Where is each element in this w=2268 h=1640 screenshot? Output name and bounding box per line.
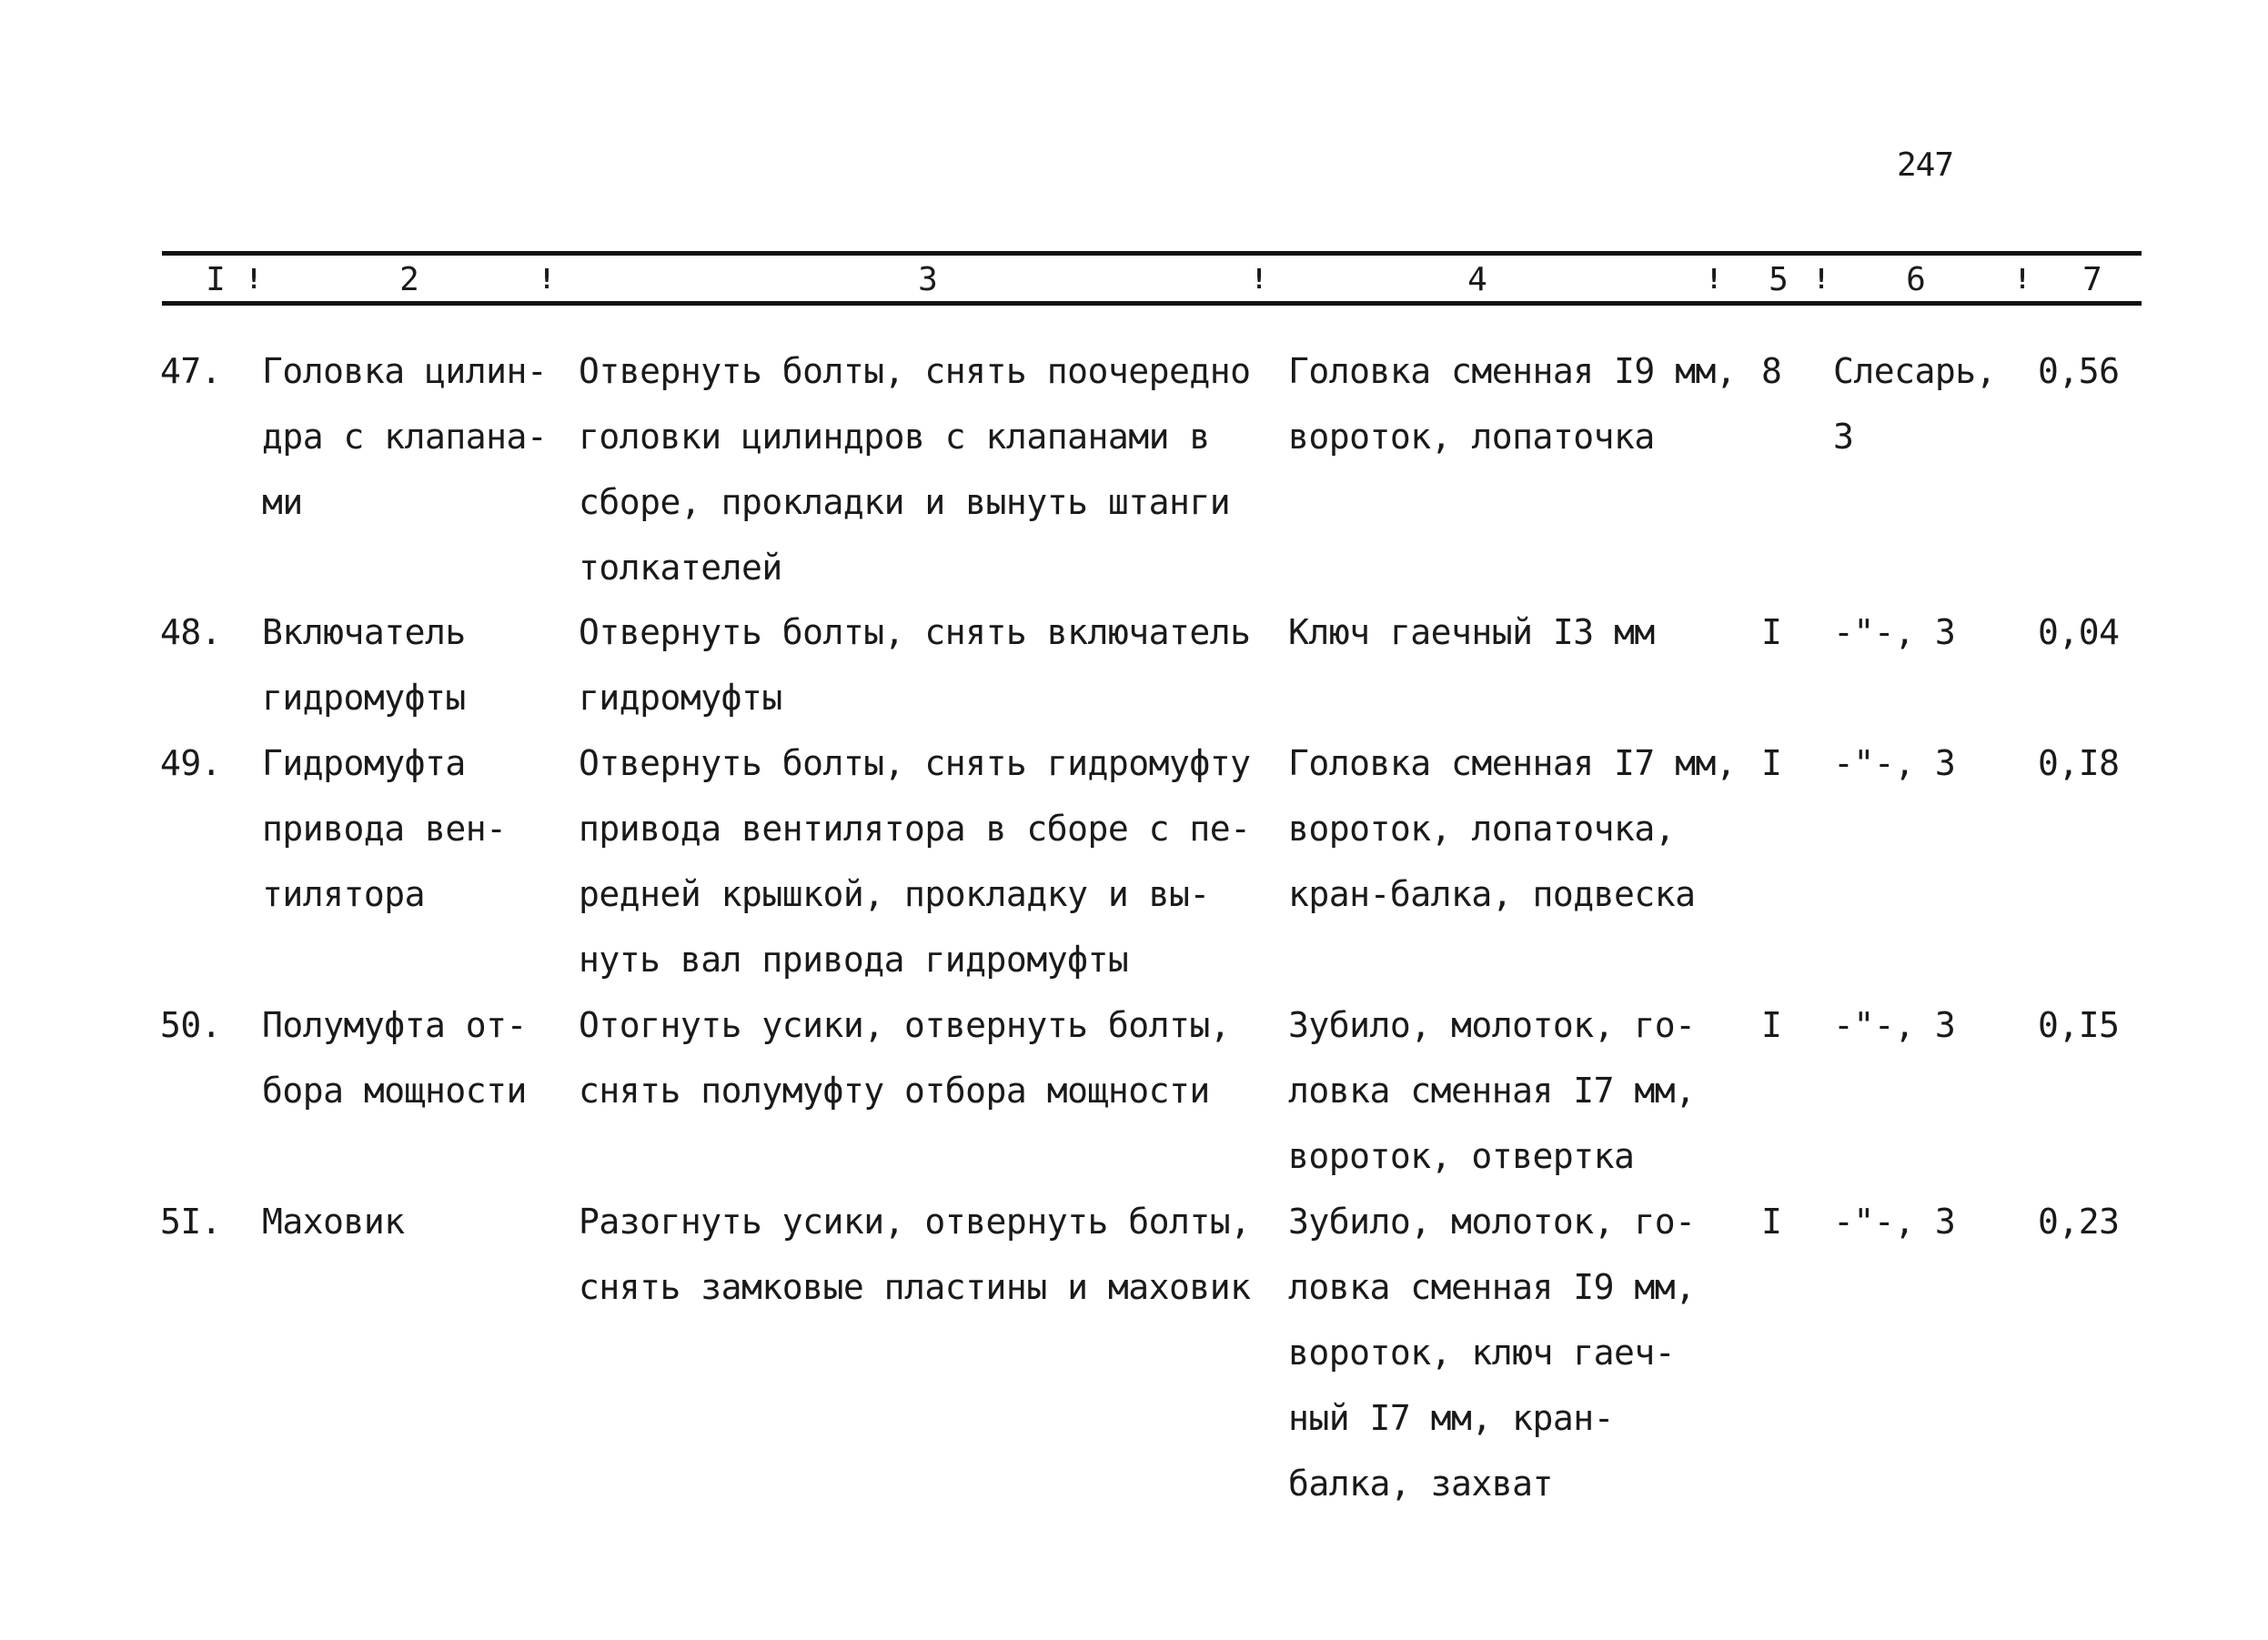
part-name: Головка цилин- дра с клапана- ми <box>262 351 548 522</box>
header-separator: ! <box>539 264 556 296</box>
part-name: Полумуфта от- бора мощности <box>262 1005 527 1111</box>
header-col-7: 7 <box>2082 261 2102 298</box>
row-number: 47. <box>160 351 222 391</box>
header-col-3: 3 <box>918 261 938 298</box>
quantity: I <box>1761 743 1782 783</box>
part-name: Включатель гидромуфты <box>262 612 466 718</box>
operation-description: Отвернуть болты, снять гидромуфту привода вентилятора в сборе с пе- редней крышкой, прокладку и вы- нуть вал привода гидромуфты <box>579 743 1251 980</box>
table-row <box>0 338 2268 599</box>
header-col-2: 2 <box>399 261 419 298</box>
quantity: I <box>1761 1202 1782 1242</box>
operation-description: Отвернуть болты, снять включатель гидромуфты <box>579 612 1251 718</box>
tools: Ключ гаечный I3 мм <box>1288 612 1655 652</box>
operation-description: Отвернуть болты, снять поочередно головки цилиндров с клапанами в сборе, прокладки и вынуть штанги толкателей <box>579 351 1251 588</box>
table-row <box>0 1189 2268 1516</box>
labor-time: 0,23 <box>2038 1202 2120 1242</box>
operation-description: Отогнуть усики, отвернуть болты, снять полумуфту отбора мощности <box>579 1005 1231 1111</box>
table-row <box>0 992 2268 1189</box>
row-number: 49. <box>160 743 222 783</box>
header-separator: ! <box>246 264 263 296</box>
header-col-6: 6 <box>1906 261 1926 298</box>
header-separator: ! <box>1706 264 1723 296</box>
labor-time: 0,I8 <box>2038 743 2120 783</box>
row-number: 48. <box>160 612 222 652</box>
row-number: 5I. <box>160 1202 222 1242</box>
header-separator: ! <box>2014 264 2031 296</box>
tools: Зубило, молоток, го- ловка сменная I7 мм, вороток, отвертка <box>1288 1005 1696 1176</box>
table-body <box>0 338 2268 1516</box>
quantity: I <box>1761 1005 1782 1045</box>
table-top-rule <box>162 251 2142 256</box>
header-separator: ! <box>1251 264 1268 296</box>
part-name: Гидромуфта привода вен- тилятора <box>262 743 507 914</box>
worker-grade: -"-, 3 <box>1833 743 1956 783</box>
header-separator: ! <box>1813 264 1830 296</box>
tools: Головка сменная I9 мм, вороток, лопаточка <box>1288 351 1737 457</box>
page-number: 247 <box>1897 146 1954 184</box>
tools: Головка сменная I7 мм, вороток, лопаточка, кран-балка, подвеска <box>1288 743 1737 914</box>
operation-description: Разогнуть усики, отвернуть болты, снять замковые пластины и маховик <box>579 1202 1251 1307</box>
part-name: Маховик <box>262 1202 405 1242</box>
table-header-rule <box>162 301 2142 306</box>
worker-grade: -"-, 3 <box>1833 1202 1956 1242</box>
header-col-4: 4 <box>1467 261 1487 298</box>
labor-time: 0,I5 <box>2038 1005 2120 1045</box>
header-col-1: I <box>206 261 226 298</box>
quantity: 8 <box>1761 351 1782 391</box>
table-row <box>0 599 2268 730</box>
quantity: I <box>1761 612 1782 652</box>
worker-grade: -"-, 3 <box>1833 1005 1956 1045</box>
table-row <box>0 730 2268 992</box>
worker-grade: Слесарь, 3 <box>1833 351 1997 457</box>
labor-time: 0,56 <box>2038 351 2120 391</box>
header-col-5: 5 <box>1769 261 1789 298</box>
labor-time: 0,04 <box>2038 612 2120 652</box>
tools: Зубило, молоток, го- ловка сменная I9 мм, вороток, ключ гаеч- ный I7 мм, кран- балка, захват <box>1288 1202 1696 1504</box>
worker-grade: -"-, 3 <box>1833 612 1956 652</box>
row-number: 50. <box>160 1005 222 1045</box>
